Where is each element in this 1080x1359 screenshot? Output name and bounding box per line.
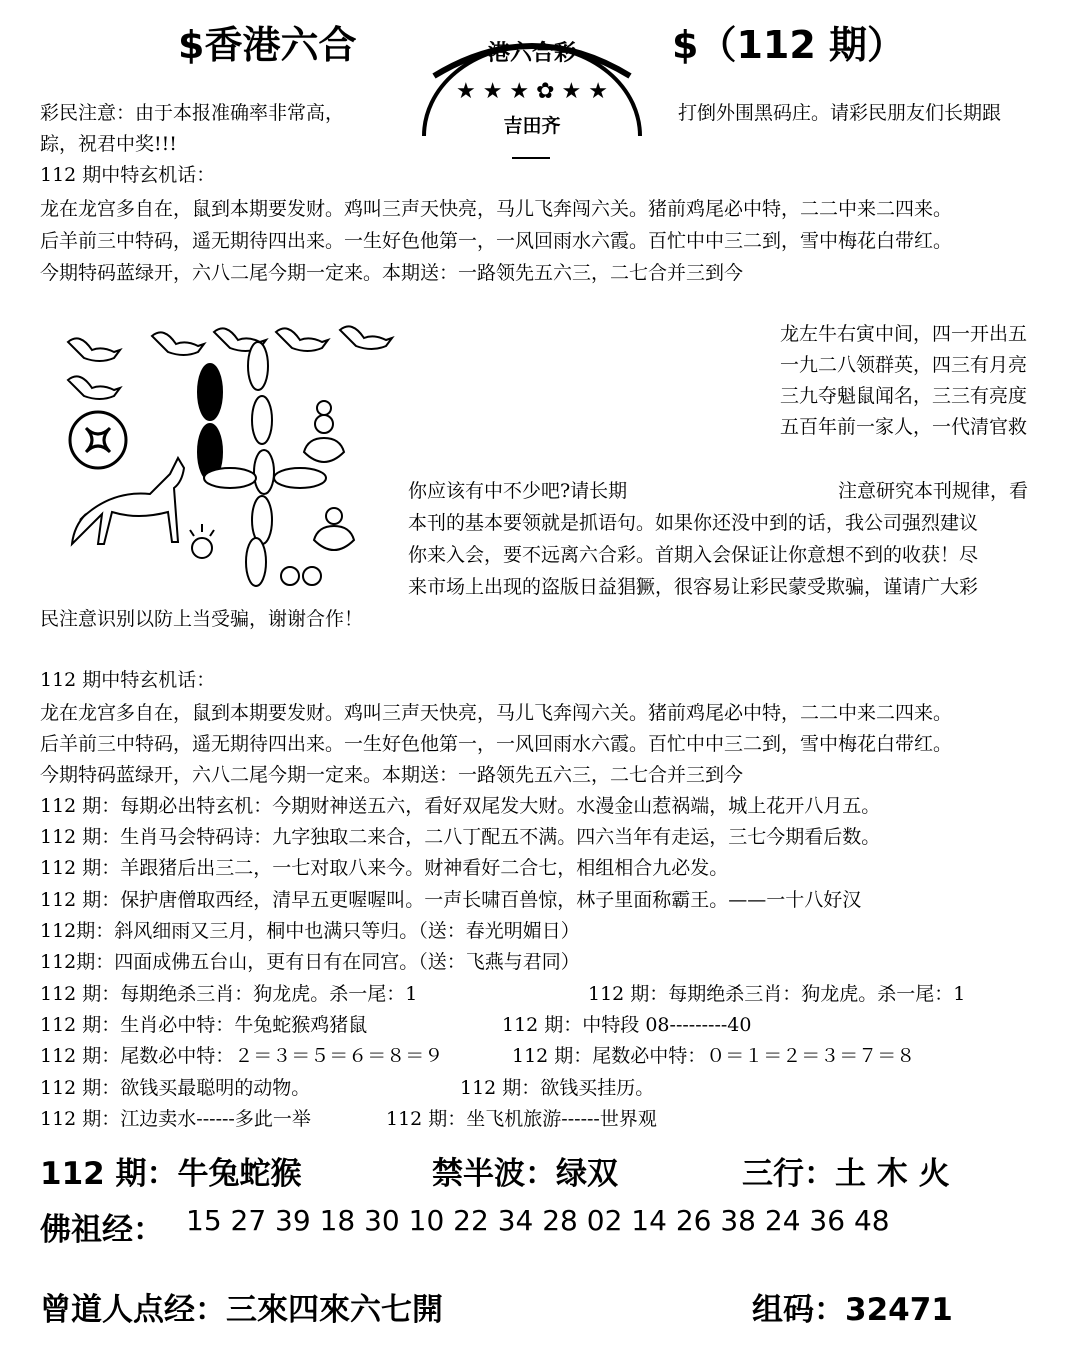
- sutra-label: 佛祖经：: [40, 1212, 164, 1248]
- section2-line: 112 期：保护唐僧取西经，清早五更喔喔叫。一声长啸百兽惊，林子里面称霸王。——一十八好汉: [40, 889, 862, 911]
- pair-left: 112 期：每期绝杀三肖：狗龙虎。杀一尾：1: [40, 983, 418, 1005]
- section2-line: 112 期：每期必出特玄机：今期财神送五六，看好双尾发大财。水漫金山惹祸端，城上花开八月五。: [40, 795, 881, 817]
- promo-line4: 来市场上出现的盗版日益猖獗，很容易让彩民蒙受欺骗，谨请广大彩: [408, 576, 979, 598]
- group-code: 组码：32471: [752, 1292, 953, 1328]
- section2-line: 今期特码蓝绿开，六八二尾今期一定来。本期送：一路领先五六三，二七合并三到今: [40, 764, 744, 786]
- pair-right: 112 期：尾数必中特：０＝１＝２＝３＝７＝８: [512, 1045, 916, 1067]
- seal-stamp: [404, 26, 660, 166]
- promo-line3: 你来入会，要不远离六合彩。首期入会保证让你意想不到的收获！尽: [408, 544, 979, 566]
- pair-left: 112 期：欲钱买最聪明的动物。: [40, 1077, 311, 1099]
- seal-bottom-text: 吉田齐: [503, 115, 561, 137]
- section1-heading: 112 期中特玄机话：: [40, 164, 216, 186]
- sun-icon: [190, 524, 214, 558]
- wolf-icon: [72, 458, 184, 544]
- section2-heading: 112 期中特玄机话：: [40, 669, 216, 691]
- coin-icon: [70, 412, 126, 468]
- section2-line: 龙在龙宫多自在，鼠到本期要发财。鸡叫三声天快亮，马儿飞奔闯六关。猪前鸡尾必中特，二二中来二四来。: [40, 702, 953, 724]
- section2-line: 112 期：羊跟猪后出三二，一七对取八来今。财神看好二合七，相组相合九必发。: [40, 857, 729, 879]
- promo-line1-b: 注意研究本刊规律，看: [838, 480, 1029, 502]
- pair-left: 112 期：尾数必中特：２＝３＝５＝６＝８＝９: [40, 1045, 444, 1067]
- bead-figure: [198, 342, 326, 586]
- pair-right: 112 期：坐飞机旅游------世界观: [386, 1108, 657, 1130]
- taoist-sutra: 曾道人点经：三來四來六七開: [40, 1292, 443, 1328]
- summary-zodiac: 112 期：牛兔蛇猴: [40, 1156, 302, 1192]
- coins-pair-icon: [281, 567, 321, 585]
- poem-line: 一九二八领群英，四三有月亮: [780, 354, 1028, 376]
- section2-line: 112期：四面成佛五台山，更有日有在同宫。（送：飞燕与君同）: [40, 951, 580, 973]
- pair-left: 112 期：生肖必中特：牛兔蛇猴鸡猪鼠: [40, 1014, 368, 1036]
- promo-line2: 本刊的基本要领就是抓语句。如果你还没中到的话，我公司强烈建议: [408, 512, 979, 534]
- summary-banbo: 禁半波：绿双: [432, 1156, 618, 1192]
- notice-line1-a: 彩民注意：由于本报准确率非常高，: [40, 102, 345, 124]
- section1-line: 后羊前三中特码，遥无期待四出来。一生好色他第一，一风回雨水六霞。百忙中中三二到，雪中梅花白带红。: [40, 230, 953, 252]
- sutra-numbers: 15 27 39 18 30 10 22 34 28 02 14 26 38 24 36 48: [186, 1204, 890, 1237]
- pair-right: 112 期：欲钱买挂历。: [460, 1077, 655, 1099]
- poem-line: 三九夺魁鼠闻名，三三有亮度: [780, 385, 1028, 407]
- pair-right: 112 期：中特段 08---------40: [502, 1014, 752, 1036]
- pair-right: 112 期：每期绝杀三肖：狗龙虎。杀一尾：1: [588, 983, 966, 1005]
- notice-line1-b: 打倒外围黑码庄。请彩民朋友们长期跟: [678, 102, 1002, 124]
- section2-line: 后羊前三中特码，遥无期待四出来。一生好色他第一，一风回雨水六霞。百忙中中三二到，雪中梅花白带红。: [40, 733, 953, 755]
- seal-stars: ★ ★ ★ ✿ ★ ★: [455, 79, 609, 104]
- promo-line1-a: 你应该有中不少吧?请长期: [408, 480, 628, 502]
- section1-line: 今期特码蓝绿开，六八二尾今期一定来。本期送：一路领先五六三，二七合并三到今: [40, 262, 744, 284]
- riddle-illustration: [50, 320, 400, 590]
- title-right: $（112 期）: [672, 23, 905, 67]
- section2-line: 112 期：生肖马会特码诗：九字独取二来合，二八丁配五不满。四六当年有走运，三七今期看后数。: [40, 826, 881, 848]
- notice-line2: 踪，祝君中奖!!!: [40, 133, 177, 155]
- summary-wuxing: 三行：土 木 火: [742, 1156, 950, 1192]
- section1-line: 龙在龙宫多自在，鼠到本期要发财。鸡叫三声天快亮，马儿飞奔闯六关。猪前鸡尾必中特，二二中来二四来。: [40, 198, 953, 220]
- poem-line: 龙左牛右寅中间，四一开出五: [780, 323, 1028, 345]
- pair-left: 112 期：江边卖水------多此一举: [40, 1108, 311, 1130]
- bird-icon: [68, 326, 392, 399]
- section2-line: 112期：斜风细雨又三月，桐中也满只等归。（送：春光明媚日）: [40, 920, 580, 942]
- seal-top-text: 港六合彩: [487, 41, 577, 66]
- title-left: $香港六合: [178, 23, 357, 67]
- promo-line5: 民注意识别以防上当受骗，谢谢合作！: [40, 608, 364, 630]
- poem-line: 五百年前一家人，一代清官救: [780, 416, 1028, 438]
